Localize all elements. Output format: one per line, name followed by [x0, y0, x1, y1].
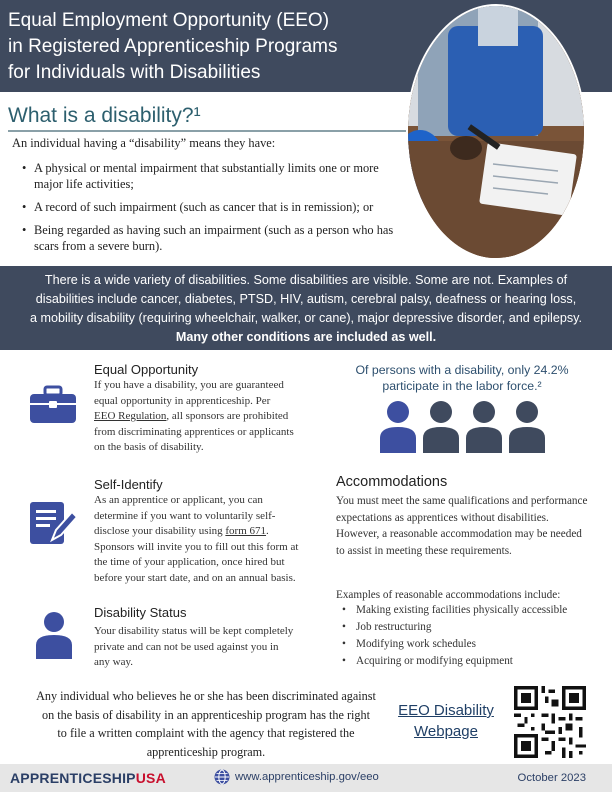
band-line-2: disabilities include cancer, diabetes, PTSD, HIV, autism, cerebral palsy, deafness or hearing loss,	[35, 292, 577, 306]
title-line-1: Equal Employment Opportunity (EEO)	[8, 10, 330, 31]
eeo-regulation-link[interactable]: EEO Regulation	[94, 410, 167, 422]
footer-bar	[0, 764, 612, 792]
list-item: • Making existing facilities physically accessible	[342, 602, 602, 619]
document-title	[8, 8, 403, 86]
title-divider	[8, 130, 406, 132]
logo-part-1: APPRENTICESHIP	[10, 770, 136, 786]
person-icon	[509, 401, 545, 453]
examples-band	[0, 266, 612, 350]
title-line-2: in Registered Apprenticeship Programs	[8, 36, 338, 57]
qr-code[interactable]	[514, 686, 586, 758]
person-icon-highlighted	[380, 401, 416, 453]
accommodations-body: You must meet the same qualifications and performance expectations as apprentices without disabilities. However, a reasonable accommodation may be needed to assist in meeting these requirements.	[336, 495, 588, 557]
person-icon	[466, 401, 502, 453]
equal-opportunity-text	[94, 378, 294, 456]
labor-force-stat: Of persons with a disability, only 24.2% participate in the labor force.²	[355, 363, 569, 393]
person-icon	[423, 401, 459, 453]
disability-status-text: Your disability status will be kept completely private and can not be used against you in any way.	[94, 625, 294, 668]
apprenticeship-usa-logo	[10, 770, 166, 786]
person-icon	[34, 611, 74, 665]
list-item: • A physical or mental impairment that substantially limits one or more major life activities;	[22, 160, 407, 192]
webpage-link-line-2[interactable]: Webpage	[414, 723, 478, 740]
list-item: • A record of such impairment (such as cancer that is in remission); or	[22, 199, 407, 215]
equal-opportunity-text-2-pre: Per	[255, 394, 271, 407]
globe-icon	[214, 769, 230, 785]
section-title-what-is-disability: What is a disability?¹	[8, 104, 201, 127]
publication-date: October 2023	[517, 772, 586, 784]
section-title-disability-status: Disability Status	[94, 605, 187, 620]
section-title-equal-opportunity: Equal Opportunity	[94, 362, 199, 377]
worker-photo	[408, 6, 584, 258]
footer-website[interactable]	[214, 769, 379, 785]
people-icons	[378, 400, 548, 454]
band-line-1: There is a wide variety of disabilities. Some disabilities are visible. Some are not. Examples of	[44, 273, 568, 287]
section-title-self-identify: Self-Identify	[94, 477, 163, 492]
band-bold-line: Many other conditions are included as well.	[175, 330, 437, 344]
equal-opportunity-text-1: If you have a disability, you are guaranteed equal opportunity in apprenticeship.	[94, 379, 284, 407]
worker-photo-illustration	[408, 6, 584, 258]
list-item: • Acquiring or modifying equipment	[342, 653, 602, 670]
logo-part-2: USA	[135, 770, 166, 786]
footer-url-text[interactable]: www.apprenticeship.gov/eeo	[235, 771, 379, 783]
accommodations-list	[342, 602, 602, 670]
list-item: • Being regarded as having such an impairment (such as a person who has scars from a severe burn).	[22, 222, 407, 254]
definition-list	[22, 160, 407, 261]
complaint-notice: Any individual who believes he or she has been discriminated against on the basis of disability in an apprenticeship program has the right to file a written complaint with the agency that registered the apprenticeship program.	[36, 689, 376, 759]
band-line-3: a mobility disability (requiring wheelchair, walker, or cane), major depressive disorder, and epilepsy.	[29, 311, 583, 325]
equal-opportunity-text-2-post: , all sponsors are prohibited from discriminating apprentices or applicants on the basis of disability.	[94, 410, 294, 453]
list-item: • Modifying work schedules	[342, 636, 602, 653]
self-identify-text	[94, 493, 304, 586]
webpage-link-line-1[interactable]: EEO Disability	[398, 702, 494, 719]
accommodations-examples-lead: Examples of reasonable accommodations include:	[336, 589, 561, 601]
self-identify-text-post: . Sponsors will invite you to fill out this form at the time of your application, once hired but before your start date, and on an annual basis.	[94, 525, 299, 584]
section-title-accommodations: Accommodations	[336, 474, 448, 490]
form-671-link[interactable]: form 671	[225, 525, 267, 537]
title-line-3: for Individuals with Disabilities	[8, 62, 261, 83]
list-item: • Job restructuring	[342, 619, 602, 636]
self-identify-text-pre: As an apprentice or applicant, you can determine if you want to voluntarily self-disclose your disability using	[94, 494, 276, 537]
intro-lead: An individual having a “disability” means they have:	[12, 136, 276, 150]
briefcase-icon	[28, 385, 78, 429]
eeo-disability-webpage-link[interactable]	[386, 700, 506, 742]
form-pencil-icon	[28, 500, 78, 550]
